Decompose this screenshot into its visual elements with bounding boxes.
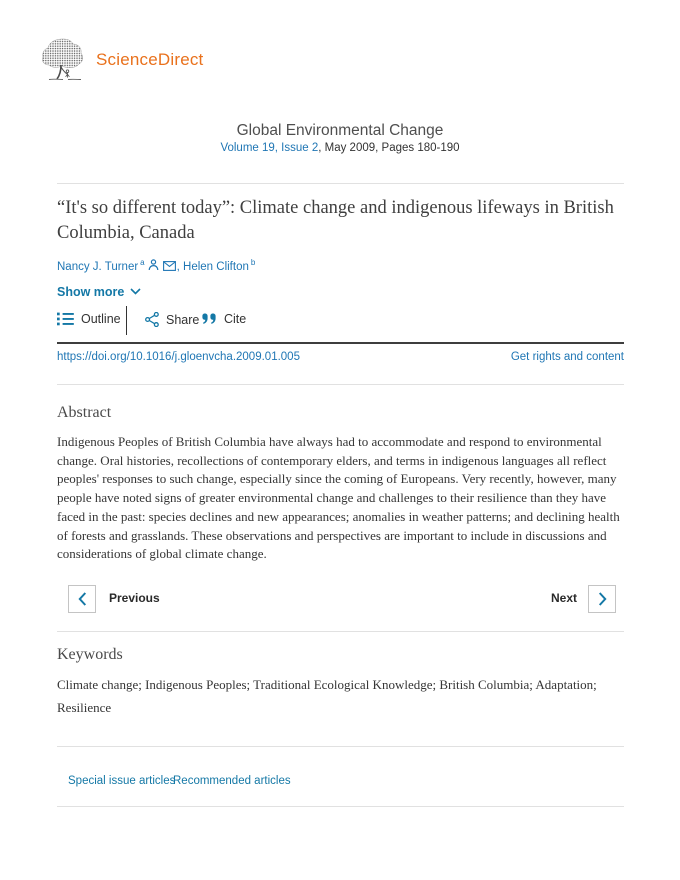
doi-bottom-divider xyxy=(57,384,624,385)
cite-label: Cite xyxy=(224,312,247,326)
footer-bottom-divider xyxy=(57,806,624,807)
share-icon xyxy=(145,312,159,327)
doi-link[interactable]: https://doi.org/10.1016/j.gloenvcha.2009.01.005 xyxy=(57,351,300,363)
authors-separator: , xyxy=(176,260,184,273)
authors-line xyxy=(57,258,255,274)
elsevier-tree-icon xyxy=(40,38,86,87)
previous-label[interactable]: Previous xyxy=(109,591,160,605)
next-label[interactable]: Next xyxy=(551,591,578,605)
author-link-1[interactable]: Nancy J. Turner xyxy=(57,260,139,273)
header-divider xyxy=(57,183,624,184)
author-link-2[interactable]: Helen Clifton xyxy=(183,260,249,273)
issue-date-pages: , May 2009, Pages 180-190 xyxy=(318,142,460,154)
chevron-right-icon xyxy=(598,592,607,606)
author-affiliation-sup-b: b xyxy=(250,258,256,267)
keywords-bottom-divider xyxy=(57,746,624,747)
outline-label: Outline xyxy=(81,312,121,326)
cite-button[interactable] xyxy=(202,312,246,326)
keywords-text: Climate change; Indigenous Peoples; Traditional Ecological Knowledge; British Columbia; Adaptation; Resilience xyxy=(57,677,597,715)
envelope-icon[interactable] xyxy=(163,261,176,274)
toolbar-bottom-divider xyxy=(57,342,624,344)
get-rights-link[interactable]: Get rights and content xyxy=(510,351,624,363)
journal-title[interactable]: Global Environmental Change xyxy=(236,122,444,139)
next-button[interactable] xyxy=(588,585,616,613)
recommended-articles-link[interactable]: Recommended articles xyxy=(173,775,291,787)
share-label: Share xyxy=(166,312,200,327)
quote-icon xyxy=(202,313,217,325)
outline-button[interactable] xyxy=(57,312,121,326)
chevron-down-icon xyxy=(130,288,141,295)
special-issue-articles-link[interactable]: Special issue articles xyxy=(68,775,176,787)
abstract-heading: Abstract xyxy=(57,404,112,421)
chevron-left-icon xyxy=(78,592,87,606)
show-more-label: Show more xyxy=(57,285,125,299)
person-icon[interactable] xyxy=(148,259,159,274)
abstract-text: Indigenous Peoples of British Columbia have always had to accommodate and respond to environmental change. Oral histories, recollections of contemporary elders, and terms in indigenous languages all reflect peoples' responses to such change, especially since the coming of Europeans. Very recently, however, many people have noted signs of greater environmental change and challenges to their resilience than they have faced in the past: species declines and new appearances; anomalies in weather patterns; and declining health of forests and grasslands. These observations and perspectives are important to include in discussions and considerations of global climate change. xyxy=(57,434,620,562)
toolbar-vertical-divider xyxy=(126,306,127,335)
outline-list-icon xyxy=(57,312,74,326)
journal-issue-line xyxy=(0,142,680,154)
keywords-heading: Keywords xyxy=(57,646,123,663)
article-title: “It's so different today”: Climate change and indigenous lifeways in British Columbia, Canada xyxy=(57,198,614,243)
share-button[interactable] xyxy=(145,312,199,327)
author-affiliation-sup-a: a xyxy=(140,258,145,267)
previous-button[interactable] xyxy=(68,585,96,613)
volume-issue-link[interactable]: Volume 19, Issue 2 xyxy=(220,142,319,154)
abstract-bottom-divider xyxy=(57,631,624,632)
show-more-button[interactable] xyxy=(57,285,141,299)
brand-wordmark[interactable]: ScienceDirect xyxy=(96,50,204,69)
